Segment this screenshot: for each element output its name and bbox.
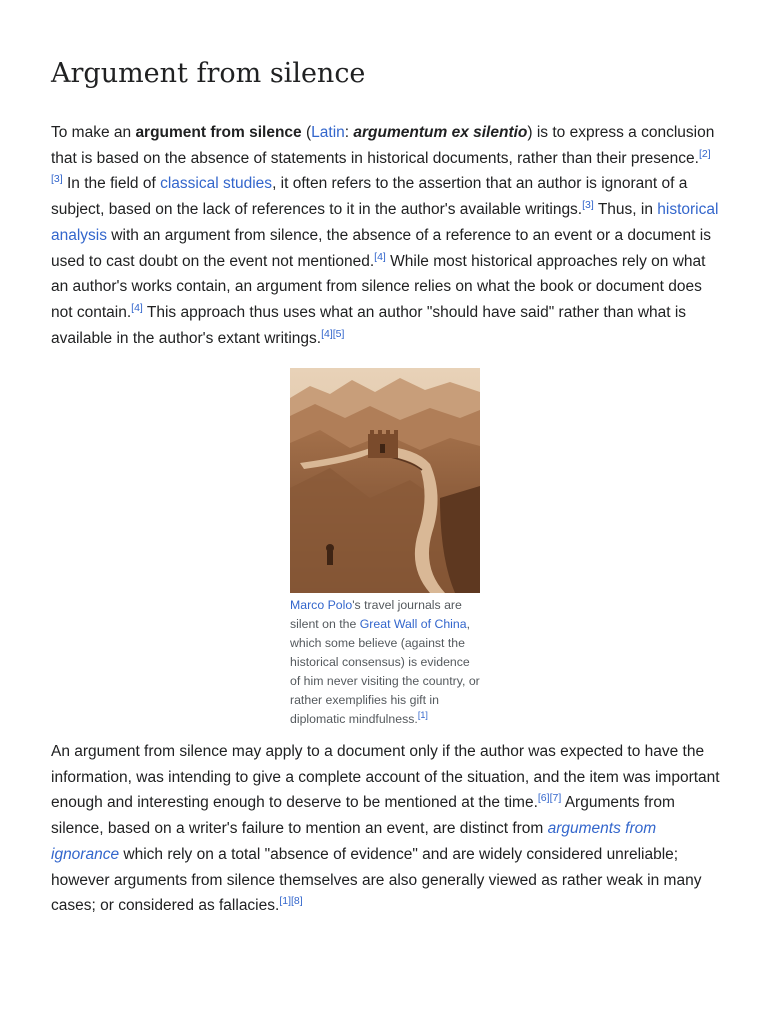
citation-link[interactable]: [5] xyxy=(332,327,345,340)
bold-term: argument from silence xyxy=(135,124,302,141)
text-run: with an argument from silence, the absence of a reference to an event or a document is used to cast doubt on the event not mentioned. xyxy=(51,226,711,270)
text-run: , it often refers to the assertion that an author is ignorant of a subject, based on the lack of references to it in the author's available writings. xyxy=(51,175,688,219)
text-run: An argument from silence may apply to a document only if the author was expected to have the information, was intending to give a complete account of the situation, and the item was important enough and interesting enough to deserve to be mentioned at the time. xyxy=(51,743,720,812)
caption-text: 's travel journals are silent on the xyxy=(290,598,462,631)
text-run: ) is to express a conclusion that is based on the absence of statements in historical documents, rather than their presence. xyxy=(51,124,715,167)
classical-studies-link[interactable]: classical studies xyxy=(160,175,273,193)
text-run: which rely on a total "absence of evidence" and are widely considered unreliable; however arguments from silence themselves are also generally viewed as rather weak in many cases; or considered as fallacies. xyxy=(51,845,702,915)
text-run: In the field of xyxy=(62,175,161,193)
text-run: This approach thus uses what an author "should have said" rather than what is available in the author's extant writings. xyxy=(51,303,687,347)
text-run: ( xyxy=(301,124,312,141)
citation-link[interactable]: [1] xyxy=(417,710,428,720)
text-run: Thus, in xyxy=(593,201,658,219)
citation-link[interactable]: [4] xyxy=(374,250,386,263)
latin-link[interactable]: Latin xyxy=(311,124,345,141)
historical-analysis-link[interactable]: historical analysis xyxy=(51,201,719,244)
text-run: Arguments from silence, based on a writer's failure to mention an event, are distinct from xyxy=(51,794,675,838)
citation-link[interactable]: [3] xyxy=(582,199,594,212)
citation-link[interactable]: [7] xyxy=(549,792,562,805)
text-run: : xyxy=(344,124,354,141)
text-run: To make an xyxy=(51,124,136,141)
great-wall-photo[interactable] xyxy=(290,368,480,593)
second-paragraph xyxy=(51,739,721,919)
figure xyxy=(290,368,480,729)
citation-link[interactable]: [4] xyxy=(131,301,143,314)
figure-caption xyxy=(290,596,480,729)
great-wall-link[interactable]: Great Wall of China xyxy=(359,617,467,631)
marco-polo-link[interactable]: Marco Polo xyxy=(290,598,353,612)
citation-link[interactable]: [4] xyxy=(321,327,333,340)
citation-link[interactable]: [8] xyxy=(291,895,303,908)
citation-link[interactable]: [1] xyxy=(279,895,291,908)
caption-text: , which some believe (against the historical consensus) is evidence of him never visiting the country, or rather exemplifies his gift in diplomatic mindfulness. xyxy=(290,617,480,726)
text-run: While most historical approaches rely on what an author's works contain, an argument from silence relies on what the book or document does not contain. xyxy=(51,252,706,321)
intro-paragraph xyxy=(51,120,721,351)
arguments-from-ignorance-link[interactable]: arguments from ignorance xyxy=(51,820,657,863)
citation-link[interactable]: [6] xyxy=(537,792,550,805)
citation-link[interactable]: [2] xyxy=(698,147,711,160)
page-title: Argument from silence xyxy=(51,58,366,89)
citation-link[interactable]: [3] xyxy=(51,173,63,186)
latin-term: argumentum ex silentio xyxy=(353,124,528,141)
